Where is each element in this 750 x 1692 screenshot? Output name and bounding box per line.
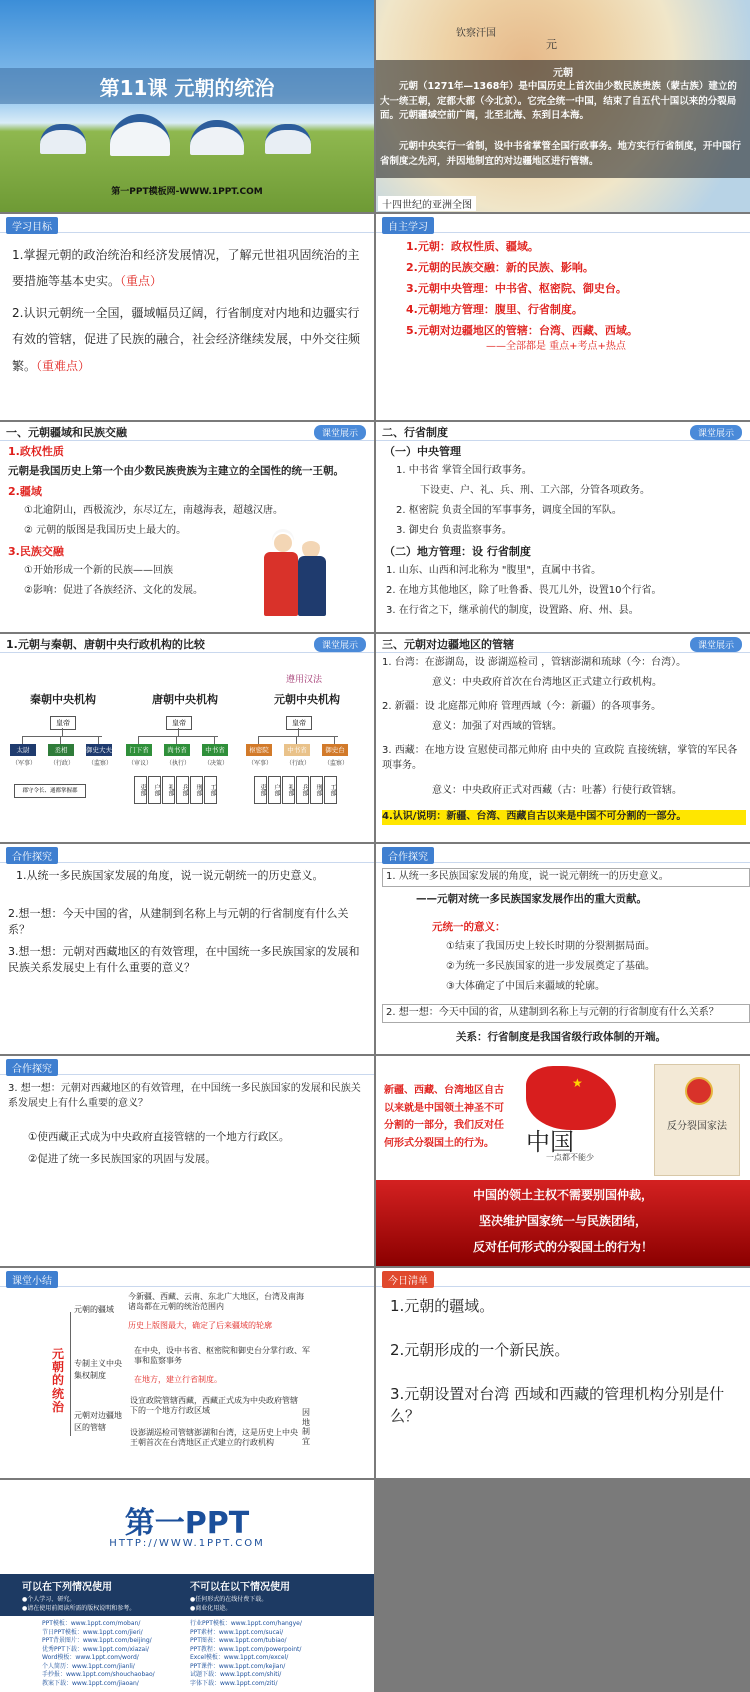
section-badge: 课堂小结 (6, 1271, 58, 1288)
brush-title: 中国 (526, 1128, 574, 1156)
self-study-list (406, 236, 736, 341)
present-button[interactable]: 课堂展示 (690, 425, 742, 440)
ministry-box: 刑部 (310, 776, 323, 804)
taiwan-item: 1. 台湾：在澎湖岛，设 澎湖巡检司 ，管辖澎湖和琉球（今：台湾）。 (382, 657, 687, 668)
question-2: 2.想一想：今天中国的省，从建制到名称上与元朝的行省制度有什么关系？ (8, 907, 349, 936)
summary-branch-3-b: 设澎湖巡检司管辖澎湖和台湾，这是历史上中央王朝首次在台湾地区正式建立的行政机构 (130, 1428, 298, 1448)
resource-link[interactable]: 节日PPT模板：www.1ppt.com/jieri/ (42, 1628, 143, 1636)
resource-link[interactable]: 优秀PPT下载：www.1ppt.com/xiazai/ (42, 1645, 149, 1653)
star-icon: ★ (572, 1076, 583, 1090)
unity-statement: 新疆、西藏、台湾地区自古以来就是中国领土神圣不可分割的一部分，我们反对任何形式分裂国土的行为。 (384, 1085, 504, 1149)
link-list-left (42, 1620, 192, 1688)
office-box: 枢密院 (246, 744, 272, 756)
summary-branch-2-b: 在地方，建立行省制度。 (134, 1375, 222, 1384)
usage-cannot-title: 不可以在以下情况使用 (190, 1582, 290, 1593)
usage-cannot-1: ●任何形式的在线付费下载。 (190, 1596, 268, 1603)
connector-line (296, 736, 297, 744)
tibet-answer-2: ②促进了统一多民族国家的巩固与发展。 (28, 1153, 216, 1165)
china-map-icon (526, 1066, 616, 1130)
tibet-item: 3. 西藏：在地方设 宣慰使司都元帅府 由中央的 宣政院 直接统辖，掌管的军民各项事务。 (382, 745, 738, 771)
resource-link[interactable]: 个人简历：www.1ppt.com/jianli/ (42, 1662, 135, 1670)
resource-link[interactable]: PPT模板：www.1ppt.com/moban/ (42, 1620, 141, 1627)
local-box: 郡守令长、通都掌握郡 (14, 784, 86, 798)
self-study-note: ——全部都是 重点+考点+热点 (486, 341, 626, 352)
summary-branch-1-b: 历史上版图最大，确定了后来疆域的轮廓 (128, 1321, 272, 1330)
self-study-item: 2.元朝的民族交融：新的民族、影响。 (406, 261, 594, 274)
section-badge: 学习目标 (6, 217, 58, 234)
question-1: 1.从统一多民族国家发展的角度，说一说元朝统一的历史意义。 (16, 869, 324, 882)
slide-inquiry-answers (376, 844, 750, 1054)
slide-province-system (376, 422, 750, 632)
summary-branch-1-a: 今新疆、西藏、云南、东北广大地区，台湾及南海诸岛都在元朝的统治范围内 (128, 1292, 304, 1312)
present-button[interactable]: 课堂展示 (314, 425, 366, 440)
connector-line (22, 736, 102, 737)
resource-link[interactable]: 手抄报：www.1ppt.com/shouchaobao/ (42, 1671, 155, 1678)
slide-heading: 三、元朝对边疆地区的管辖 (382, 638, 514, 651)
yuan-heading: 元朝中央机构 (274, 693, 340, 706)
slide-self-study (376, 214, 750, 420)
self-study-item: 3.元朝中央管理：中书省、枢密院、御史台。 (406, 282, 627, 295)
slide-inquiry-questions (0, 844, 374, 1054)
office-role: （军事） (247, 760, 272, 767)
slide-border-management (376, 634, 750, 842)
office-box: 中书省 (202, 744, 228, 756)
slide-heading: 二、行省制度 (382, 426, 448, 439)
banner-line-1: 中国的领土主权不需要别国仲裁， (472, 1188, 653, 1202)
self-study-item: 4.元朝地方管理：腹里、行省制度。 (406, 303, 583, 316)
ministry-box: 吏部 (254, 776, 267, 804)
answer-point-1: ①结束了我国历史上较长时期的分裂割据局面。 (446, 941, 655, 952)
section-badge: 自主学习 (382, 217, 434, 234)
slide-territory (0, 422, 374, 632)
connector-line (62, 728, 63, 736)
office-role: （行政） (285, 760, 310, 767)
office-role: （军事） (11, 760, 36, 767)
tibet-question: 3. 想一想：元朝对西藏地区的有效管理，在中国统一多民族国家的发展和民族关系发展史上有什么重要的意义？ (8, 1083, 361, 1109)
office-box: 御史台 (322, 744, 348, 756)
summary-branch-3-a: 设宣政院管辖西藏，西藏正式成为中央政府管辖下的一个地方行政区域 (130, 1396, 298, 1416)
answer-point-3: ③大体确定了中国后来疆域的轮廓。 (446, 981, 605, 992)
site-logo: 第一PPT (124, 1506, 250, 1541)
slide-copyright (0, 1480, 374, 1692)
point-2-b: ② 元朝的版图是我国历史上最大的。 (24, 525, 187, 536)
page-title: 第11课 元朝的统治 (99, 76, 275, 100)
connector-line (22, 736, 23, 744)
answer-question-2: 2. 想一想：今天中国的省，从建制到名称上与元朝的行省制度有什么关系？ (382, 1004, 750, 1023)
self-study-item: 1.元朝：政权性质、疆域。 (406, 240, 539, 253)
office-role: （审议） (127, 760, 152, 767)
hui-people-illustration (262, 532, 332, 622)
map-caption: 十四世纪的亚洲全图 (378, 196, 476, 211)
resource-link[interactable]: Excel模板：www.1ppt.com/excel/ (190, 1654, 289, 1661)
local-2: 2. 在地方其他地区，除了吐鲁番、畏兀儿外，设置10个行省。 (386, 585, 662, 596)
office-box: 丞相 (48, 744, 74, 756)
self-study-item: 5.元朝对边疆地区的管辖：台湾、西藏、西域。 (406, 324, 638, 337)
section-badge: 合作探究 (382, 847, 434, 864)
connector-line (176, 736, 177, 744)
office-box: 尚书省 (164, 744, 190, 756)
point-3-b: ②影响：促进了各族经济、文化的发展。 (24, 585, 203, 596)
xinjiang-significance: 意义：加强了对西域的管辖。 (432, 721, 562, 732)
map-info-heading: 元朝 (553, 68, 573, 79)
section-badge: 今日清单 (382, 1271, 434, 1288)
connector-line (258, 736, 259, 744)
xinjiang-item: 2. 新疆：设 北庭都元帅府 管理西域（今：新疆）的各项事务。 (382, 701, 662, 712)
point-2-title: 2.疆域 (8, 485, 42, 498)
summary-branch-1: 元朝的疆域 (74, 1305, 114, 1314)
connector-line (138, 736, 139, 744)
resource-link[interactable]: 字体下载：www.1ppt.com/ziti/ (190, 1679, 278, 1687)
map-info-body-1: 元朝（1271年—1368年）是中国历史上首次由少数民族贵族（蒙古族）建立的大一统王朝，定都大都（今北京）。它完全统一中国，结束了自五代十国以来的分裂局面。元朝疆域空前广阔，北至北海、东到日本海。 (380, 81, 737, 122)
connector-line (214, 736, 215, 744)
connector-line (334, 736, 335, 744)
map-label: 元 (546, 38, 557, 51)
national-emblem-icon (685, 1077, 713, 1105)
office-box: 中书省 (284, 744, 310, 756)
comparison-note: 遵用汉法 (286, 675, 323, 685)
taiwan-significance: 意义：中央政府首次在台湾地区正式建立行政机构。 (432, 677, 662, 688)
site-url[interactable]: HTTP://WWW.1PPT.COM (109, 1538, 265, 1549)
central-1: 1. 中书省 掌管全国行政事务。 (396, 465, 532, 476)
connector-line (258, 736, 338, 737)
point-2-a: ①北逾阴山，西极流沙，东尽辽左，南越海表，超越汉唐。 (24, 505, 283, 516)
map-region-label: 钦察汗国 (456, 28, 496, 39)
summary-branch-2-a: 在中央，设中书省、枢密院和御史台分掌行政、军事和监察事务 (134, 1346, 310, 1366)
ministry-box: 兵部 (296, 776, 309, 804)
tibet-significance: 意义：中央政府正式对西藏（古：吐蕃）行使行政管辖。 (432, 785, 682, 796)
summary-main: 元朝的统治 (52, 1347, 65, 1414)
emperor-box: 皇帝 (286, 716, 312, 730)
slide-comparison (0, 634, 374, 842)
office-role: （行政） (49, 760, 74, 767)
emperor-box: 皇帝 (50, 716, 76, 730)
checklist-item-1: 1.元朝的疆域。 (390, 1297, 495, 1315)
resource-link[interactable]: PPT背景图片：www.1ppt.com/beijing/ (42, 1637, 152, 1644)
checklist-item-3: 3.元朝设置对台湾 西域和西藏的管理机构分别是什么？ (390, 1385, 725, 1425)
ministry-box: 刑部 (190, 776, 203, 804)
qin-heading: 秦朝中央机构 (30, 693, 96, 706)
central-1-sub: 下设吏、户、礼、兵、刑、工六部，分管各项政务。 (420, 485, 650, 496)
slide-heading: 1.元朝与秦朝、唐朝中央行政机构的比较 (6, 638, 205, 651)
resource-link[interactable]: 行业PPT模板：www.1ppt.com/hangye/ (190, 1620, 302, 1627)
office-box: 太尉 (10, 744, 36, 756)
local-3: 3. 在行省之下，继承前代的制度，设置路、府、州、县。 (386, 605, 639, 616)
conclusion: 4.认识/说明：新疆、台湾、西藏自古以来是中国不可分割的一部分。 (382, 810, 746, 825)
connector-line (60, 736, 61, 744)
slide-map (376, 0, 750, 212)
answer-1: ——元朝对统一多民族国家发展作出的重大贡献。 (416, 893, 647, 905)
resource-link[interactable]: PPT图表：www.1ppt.com/tubiao/ (190, 1637, 287, 1644)
tibet-answer-1: ①使西藏正式成为中央政府直接管辖的一个地方行政区。 (28, 1131, 290, 1143)
connector-line (138, 736, 218, 737)
slide-heading: 一、元朝疆域和民族交融 (6, 426, 127, 439)
slide-summary (0, 1268, 374, 1478)
usage-cannot-2: ●商业化用途。 (190, 1605, 232, 1612)
local-1: 1. 山东、山西和河北称为 "腹里"，直属中书省。 (386, 565, 602, 576)
summary-branch-2: 专制主义中央集权制度 (74, 1359, 122, 1380)
office-box: 御史大夫 (86, 746, 112, 754)
banner-line-3: 反对任何形式的分裂国土的行为！ (472, 1240, 653, 1254)
section-badge: 合作探究 (6, 847, 58, 864)
checklist-item-2: 2.元朝形成的一个新民族。 (390, 1341, 570, 1359)
point-3-a: ①开始形成一个新的民族——回族 (24, 565, 173, 576)
ministry-box: 户部 (268, 776, 281, 804)
map-info-body-2: 元朝中央实行一省制，设中书省掌管全国行政事务。地方实行行省制度，开中国行省制度之先河，并因地制宜的对边疆地区进行管辖。 (380, 141, 742, 167)
office-role: （监察） (323, 760, 348, 767)
section-badge: 合作探究 (6, 1059, 58, 1076)
law-book-title: 反分裂国家法 (667, 1121, 727, 1132)
connector-line (178, 728, 179, 736)
resource-link[interactable]: PPT课件：www.1ppt.com/kejian/ (190, 1662, 286, 1670)
resource-link[interactable]: 试题下载：www.1ppt.com/shiti/ (190, 1671, 282, 1678)
local-heading: （二）地方管理：设 行省制度 (384, 545, 531, 558)
answer-2: 关系：行省制度是我国省级行政体制的开端。 (456, 1031, 666, 1043)
office-role: （决策） (203, 760, 228, 767)
law-book (654, 1064, 740, 1176)
ministry-box: 吏部 (134, 776, 147, 804)
connector-line (98, 736, 99, 744)
org-charts (0, 712, 374, 840)
point-3-title: 3.民族交融 (8, 545, 64, 558)
point-1-title: 1.政权性质 (8, 445, 64, 458)
summary-side-note: 因地制宜 (302, 1408, 310, 1446)
ministry-box: 礼部 (282, 776, 295, 804)
emperor-box: 皇帝 (166, 716, 192, 730)
office-box: 门下省 (126, 744, 152, 756)
question-3: 3.想一想：元朝对西藏地区的有效管理，在中国统一多民族国家的发展和民族关系发展史上有什么重要的意义？ (8, 945, 360, 974)
slide-learning-goals (0, 214, 374, 420)
usage-can-2: ●请在使用前阅读所需的版权说明和参考。 (22, 1605, 136, 1612)
slide-title (0, 0, 374, 212)
slide-national-unity (376, 1056, 750, 1266)
goal-1: 1.掌握元朝的政治统治和经济发展情况，了解元世祖巩固统治的主要措施等基本史实。（重点） (12, 248, 360, 289)
ministry-box: 兵部 (176, 776, 189, 804)
slide-tibet-question (0, 1056, 374, 1266)
present-button[interactable]: 课堂展示 (690, 637, 742, 652)
resource-link[interactable]: Word模板：www.1ppt.com/word/ (42, 1654, 139, 1661)
point-1-text: 元朝是我国历史上第一个由少数民族贵族为主建立的全国性的统一王朝。 (8, 465, 344, 477)
answer-sub: 元统一的意义： (432, 921, 506, 933)
central-2: 2. 枢密院 负责全国的军事事务，调度全国的军队。 (396, 505, 622, 516)
resource-link[interactable]: PPT素材：www.1ppt.com/sucai/ (190, 1628, 284, 1636)
ministry-box: 工部 (324, 776, 337, 804)
central-heading: （一）中央管理 (384, 445, 461, 458)
usage-can-title: 可以在下列情况使用 (22, 1582, 112, 1593)
goal-2: 2.认识元朝统一全国，疆域幅员辽阔，行省制度对内地和边疆实行有效的管辖，促进了民族的融合，社会经济继续发展，中外交往频繁。（重难点） (12, 306, 361, 373)
present-button[interactable]: 课堂展示 (314, 637, 366, 652)
link-list-right (190, 1620, 360, 1688)
central-3: 3. 御史台 负责监察事务。 (396, 525, 512, 536)
resource-link[interactable]: 教案下载：www.1ppt.com/jiaoan/ (42, 1679, 139, 1687)
summary-branch-3: 元朝对边疆地区的管辖 (74, 1411, 122, 1432)
usage-can-1: ●个人学习、研究。 (22, 1596, 76, 1603)
brush-subtitle: 一点都不能少 (546, 1153, 594, 1162)
office-role: （监察） (87, 760, 112, 767)
ministry-box: 工部 (204, 776, 217, 804)
answer-point-2: ②为统一多民族国家的进一步发展奠定了基础。 (446, 961, 655, 972)
connector-line (298, 728, 299, 736)
tang-heading: 唐朝中央机构 (152, 693, 218, 706)
resource-link[interactable]: PPT教程：www.1ppt.com/powerpoint/ (190, 1645, 302, 1653)
banner-line-2: 坚决维护国家统一与民族团结， (478, 1214, 647, 1228)
ministry-box: 礼部 (162, 776, 175, 804)
yurt-group (40, 110, 330, 150)
answer-question-1: 1. 从统一多民族国家发展的角度，说一说元朝统一的历史意义。 (382, 868, 750, 887)
office-role: （执行） (165, 760, 190, 767)
subtitle: 第一PPT模板网-WWW.1PPT.COM (111, 187, 263, 197)
ministry-box: 户部 (148, 776, 161, 804)
slide-checklist (376, 1268, 750, 1478)
